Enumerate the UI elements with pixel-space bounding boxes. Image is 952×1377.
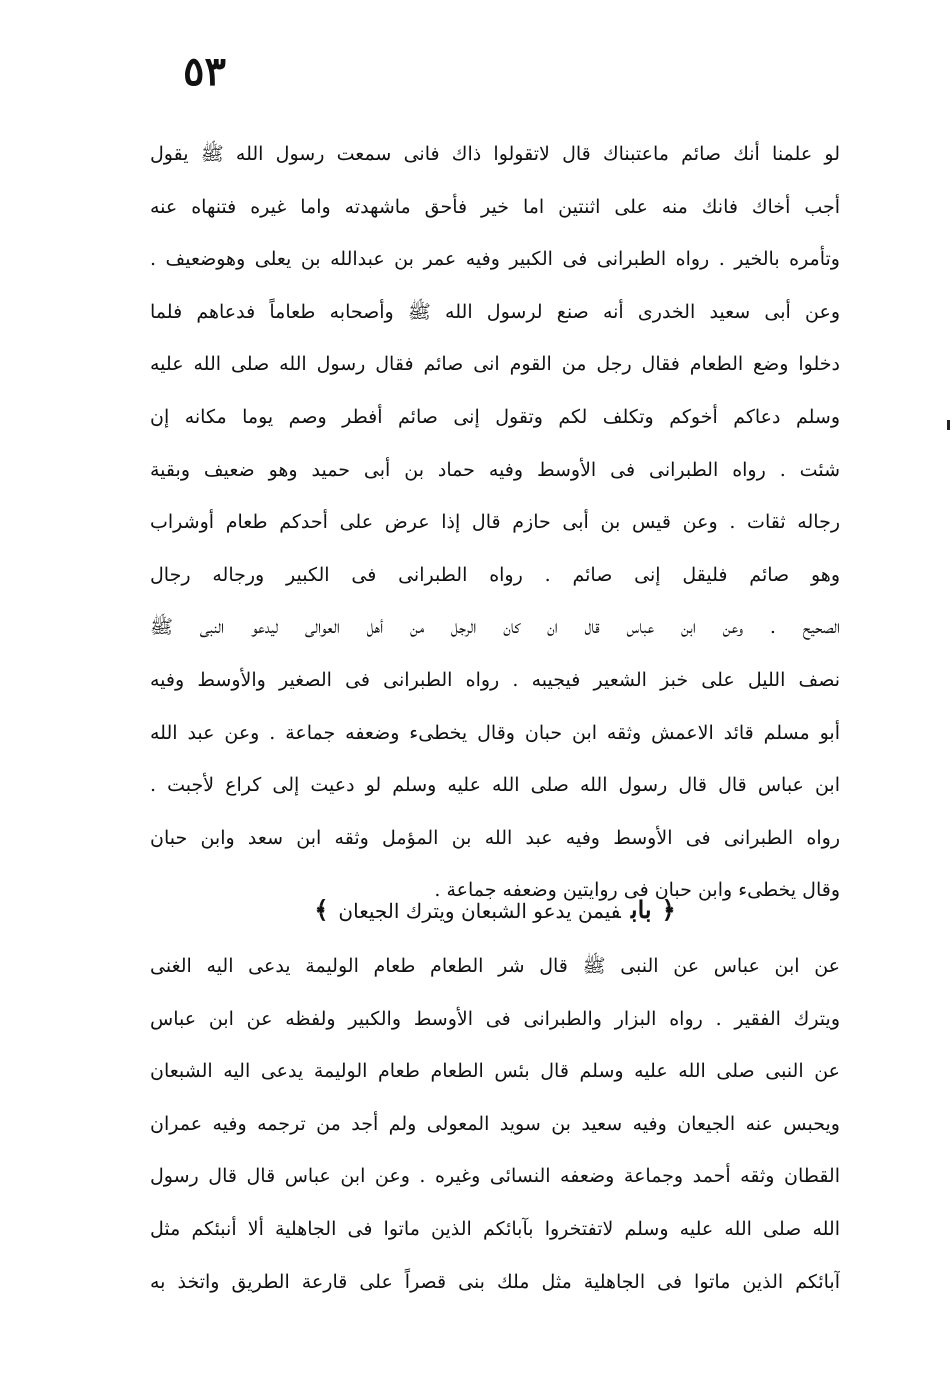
text-line: وتأمره بالخير . رواه الطبرانى فى الكبير وفيه عمر بن عبدالله بن يعلى وهوضعيف .: [150, 248, 840, 271]
text-line: الله صلى الله عليه وسلم لاتفتخروا بآبائكم الذين ماتوا فى الجاهلية ألا أنبئكم مثل: [150, 1217, 840, 1240]
text-line: عن النبى صلى الله عليه وسلم قال بئس الطعام طعام الوليمة يدعى اليه الشبعان: [150, 1060, 840, 1083]
text-line: القطان وثقه أحمد وجماعة وضعفه النسائى وغيره . وعن ابن عباس قال قال رسول: [150, 1165, 840, 1188]
text-line: نصف الليل على خبز الشعير فيجيبه . رواه الطبرانى فى الصغير والأوسط وفيه: [150, 668, 840, 691]
scan-edge-mark: [947, 420, 950, 430]
text-line: شئت . رواه الطبرانى فى الأوسط وفيه حماد بن أبى حميد وهو ضعيف وبقية: [150, 458, 840, 481]
chapter-title: فيمن يدعو الشبعان ويترك الجيعان: [338, 899, 621, 923]
text-line: وهو صائم فليقل إنى صائم . رواه الطبرانى فى الكبير ورجاله رجال: [150, 563, 840, 586]
text-line: عن ابن عباس عن النبى ﷺ قال شر الطعام طعام الوليمة يدعى اليه الغنى: [150, 955, 840, 977]
main-text-block: [150, 128, 840, 917]
text-line: رواه الطبرانى فى الأوسط وفيه عبد الله بن المؤمل وثقه ابن سعد وابن حبان: [150, 826, 840, 849]
text-line: ابن عباس قال قال رسول الله صلى الله عليه وسلم لو دعيت إلى كراع لأجبت .: [150, 774, 840, 797]
text-line: رجاله ثقات . وعن قيس بن أبى حازم قال إذا عرض على أحدكم طعام أوشراب: [150, 511, 840, 534]
page-number: ٥٣: [183, 48, 226, 95]
text-line: ويحبس عنه الجيعان وفيه سعيد بن سويد المعولى ولم أجد من ترجمه وفيه عمران: [150, 1112, 840, 1135]
chapter-heading: [150, 884, 840, 936]
text-line: الصحيح . وعن ابن عباس قال ان كان الرجل من أهل العوالى ليدعو النبى ﷺ: [150, 616, 840, 639]
text-line: ويترك الفقير . رواه البزار والطبرانى فى الأوسط والكبير ولفظه عن ابن عباس: [150, 1007, 840, 1030]
chapter-close-bracket: ﴾: [314, 895, 329, 924]
chapter-label: باب: [630, 895, 652, 924]
text-line: دخلوا وضع الطعام فقال رجل من القوم انى صائم فقال رسول الله صلى الله عليه: [150, 353, 840, 376]
text-line: أبو مسلم قائد الاعمش وثقه ابن حبان وقال يخطىء وضعفه جماعة . وعن عبد الله: [150, 721, 840, 744]
chapter-text-block: [150, 940, 840, 1308]
chapter-open-bracket: ﴿: [661, 895, 676, 924]
text-line: وعن أبى سعيد الخدرى أنه صنع لرسول الله ﷺ وأصحابه طعاماً فدعاهم فلما: [150, 300, 840, 323]
text-line: أجب أخاك فانك منه على اثنتين اما خير فأحق ماشهدته واما غيره فتنهاه عنه: [150, 195, 840, 218]
text-line: آبائكم الذين ماتوا فى الجاهلية مثل ملك بنى قصراً على قارعة الطريق واتخذ به: [150, 1270, 840, 1293]
text-line: وسلم دعاكم أخوكم وتكلف لكم وتقول إنى صائم أفطر وصم يوما مكانه إن: [150, 405, 840, 428]
text-line: لو علمنا أنك صائم ماعتبناك قال لاتقولوا ذاك فانى سمعت رسول الله ﷺ يقول: [150, 143, 840, 165]
text-line: وقال يخطىء وابن حبان فى روايتين وضعفه جماعة .: [434, 879, 840, 902]
